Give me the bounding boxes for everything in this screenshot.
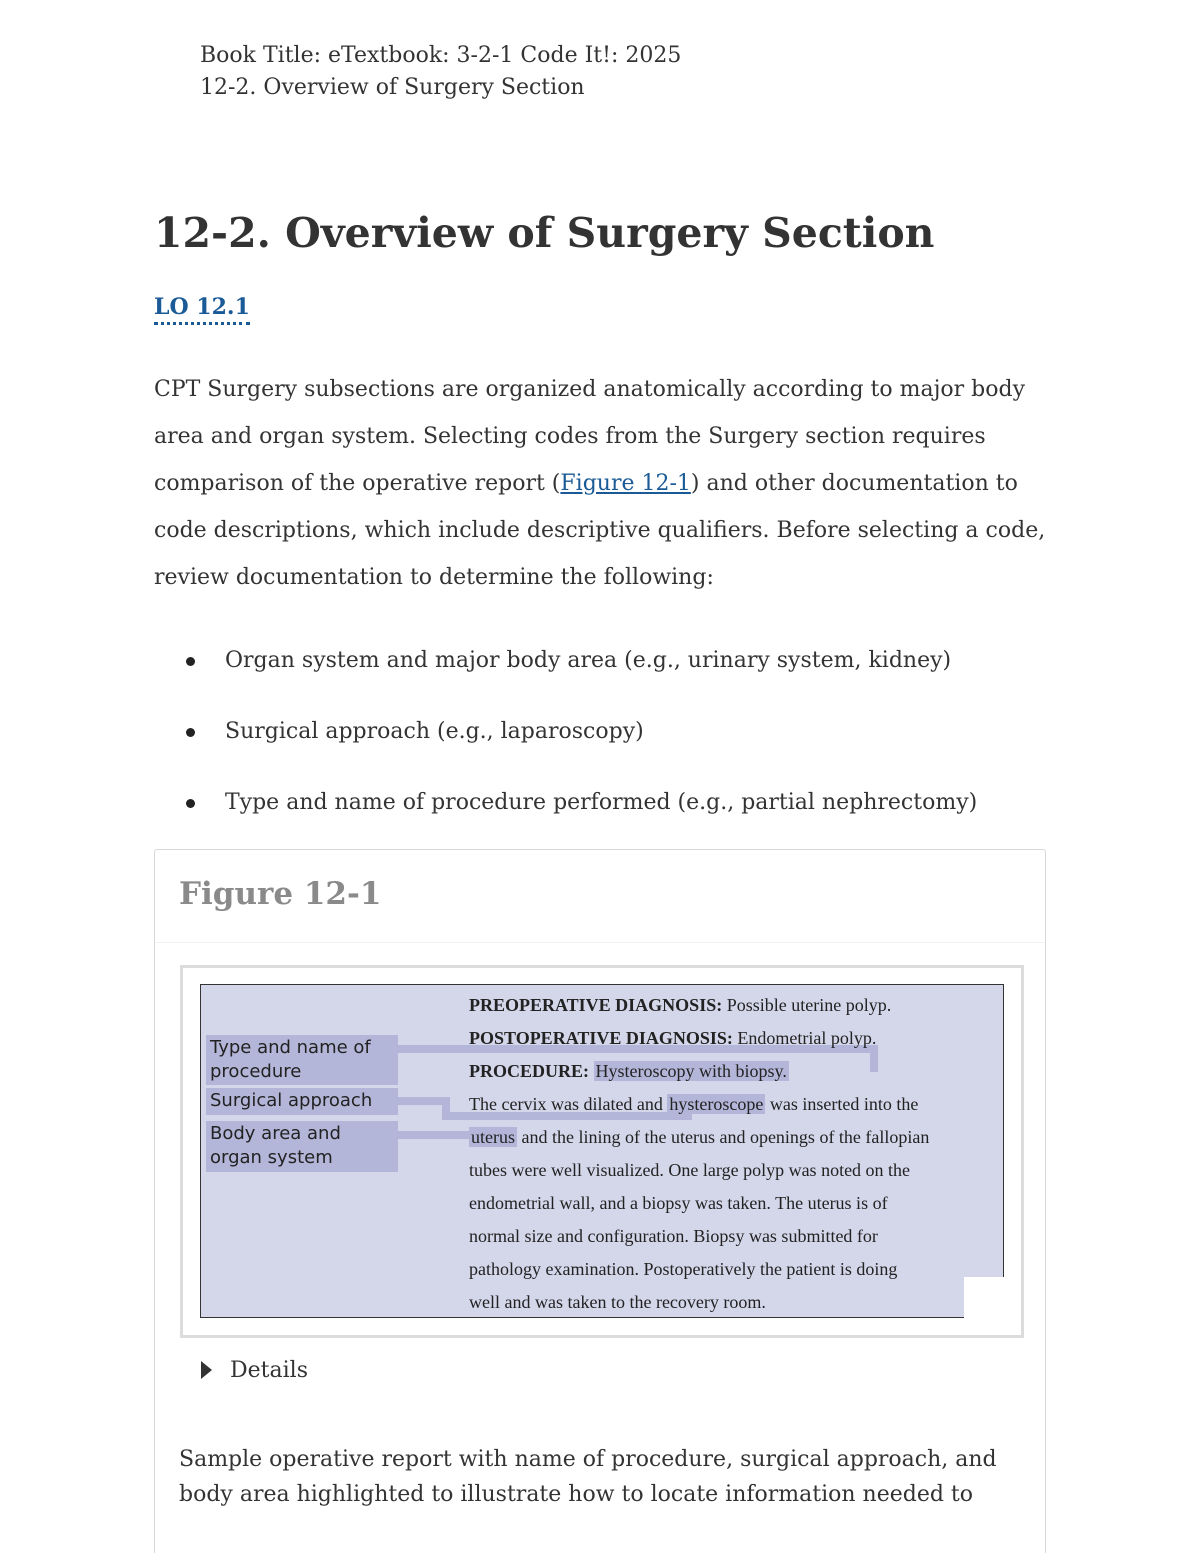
report-text: was inserted into the bbox=[765, 1094, 919, 1114]
learning-outcome-link[interactable]: LO 12.1 bbox=[154, 292, 250, 325]
postop-value: Endometrial polyp. bbox=[732, 1028, 877, 1048]
connector-approach bbox=[398, 1097, 448, 1105]
procedure-label: PROCEDURE: bbox=[469, 1061, 589, 1081]
body-area-highlight: uterus bbox=[471, 1127, 515, 1147]
intro-text-before: CPT Surgery subsections are organized anatomically according to major body area and organ system. Selecting codes from the Surgery section requires comparison of the operative report ( bbox=[154, 377, 1026, 496]
figure-title: Figure 12-1 bbox=[179, 876, 382, 912]
procedure-value-highlight: Hysteroscopy with biopsy. bbox=[595, 1061, 787, 1081]
figure-container bbox=[154, 849, 1046, 1553]
connector-body-area bbox=[398, 1131, 470, 1139]
intro-text-after: ) and other documentation to code descriptions, which include descriptive qualifiers. Before selecting a code, review documentation to determine the following: bbox=[154, 471, 1046, 590]
criteria-list bbox=[154, 638, 1054, 851]
list-item: Organ system and major body area (e.g., urinary system, kidney) bbox=[154, 638, 1054, 709]
postop-label: POSTOPERATIVE DIAGNOSIS: bbox=[469, 1028, 733, 1048]
image-corner bbox=[964, 1277, 1005, 1318]
figure-image-frame bbox=[180, 965, 1024, 1338]
list-item: Type and name of procedure performed (e.g., partial nephrectomy) bbox=[154, 780, 1054, 851]
details-toggle[interactable] bbox=[201, 1356, 308, 1386]
callout-body-area: Body area and organ system bbox=[206, 1121, 398, 1172]
preop-value: Possible uterine polyp. bbox=[722, 995, 892, 1015]
callout-surgical-approach: Surgical approach bbox=[206, 1088, 398, 1115]
report-text: normal size and configuration. Biopsy was submitted for bbox=[469, 1226, 878, 1246]
preop-label: PREOPERATIVE DIAGNOSIS: bbox=[469, 995, 723, 1015]
report-text: well and was taken to the recovery room. bbox=[469, 1292, 766, 1312]
operative-report-text bbox=[469, 989, 999, 1319]
callout-procedure-name: Type and name of procedure bbox=[206, 1035, 398, 1085]
figure-divider bbox=[155, 942, 1045, 943]
book-title: Book Title: eTextbook: 3-2-1 Code It!: 2025 bbox=[200, 43, 682, 68]
report-text: and the lining of the uterus and openings of the fallopian bbox=[517, 1127, 930, 1147]
document-header bbox=[200, 40, 681, 104]
report-text: tubes were well visualized. One large polyp was noted on the bbox=[469, 1160, 911, 1180]
figure-reference-link[interactable]: Figure 12-1 bbox=[560, 471, 691, 496]
details-label: Details bbox=[230, 1358, 308, 1383]
list-item: Surgical approach (e.g., laparoscopy) bbox=[154, 709, 1054, 780]
approach-highlight: hysteroscope bbox=[669, 1094, 764, 1114]
section-title: 12-2. Overview of Surgery Section bbox=[200, 75, 585, 100]
operative-report-image bbox=[200, 984, 1004, 1318]
report-text: endometrial wall, and a biopsy was taken. The uterus is of bbox=[469, 1193, 888, 1213]
page-title: 12-2. Overview of Surgery Section bbox=[154, 209, 935, 257]
report-text: pathology examination. Postoperatively the patient is doing bbox=[469, 1259, 898, 1279]
caret-right-icon bbox=[201, 1361, 212, 1379]
intro-paragraph bbox=[154, 366, 1054, 601]
figure-caption: Sample operative report with name of procedure, surgical approach, and body area highlighted to illustrate how to locate information needed to bbox=[179, 1447, 997, 1507]
report-text: The cervix was dilated and bbox=[469, 1094, 668, 1114]
